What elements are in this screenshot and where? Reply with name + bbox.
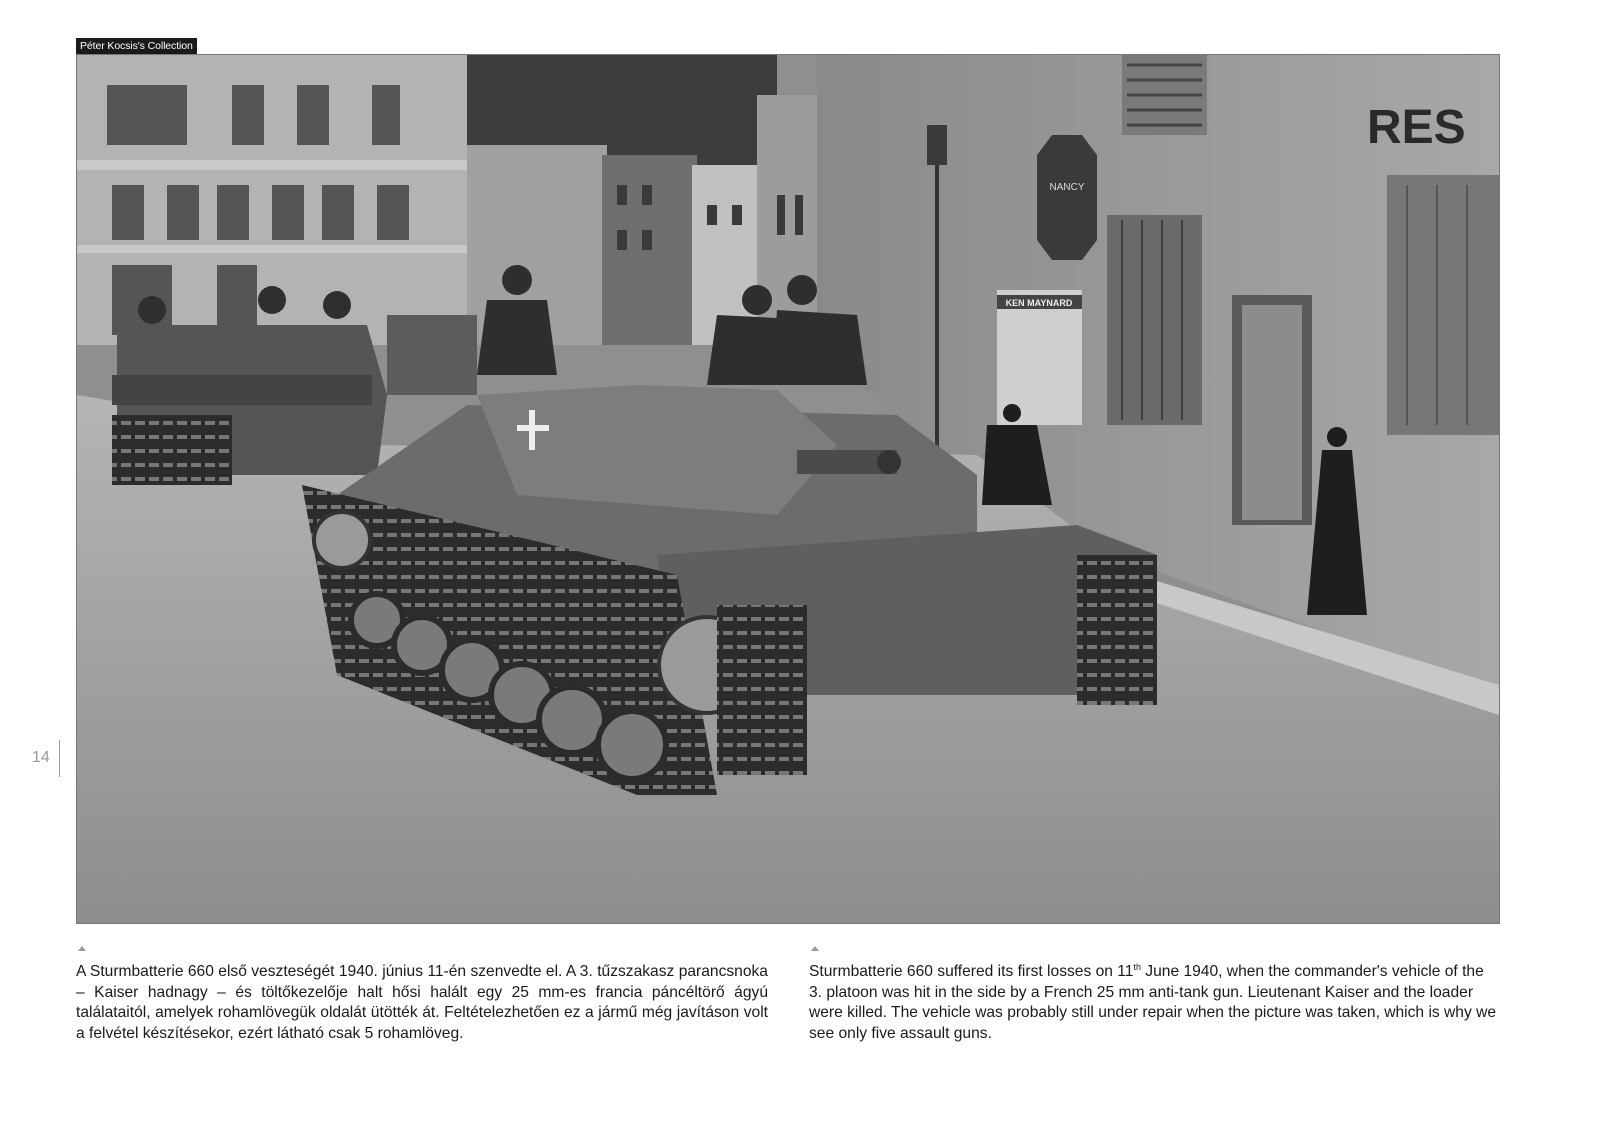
historical-photo [76,54,1500,924]
caption-english-superscript: th [1133,961,1141,972]
poster-text: KEN MAYNARD [1005,298,1073,308]
shop-sign-text: RES [1367,101,1466,154]
caption-english-part2: June 1940, when the commander's vehicle of the 3. platoon was hit in the side by a French 25 mm anti-tank gun. Lieutenant Kaiser and the loader were killed. The vehicle was probably still under repair when the picture was taken, which is why we see only five assault guns. [809,963,1497,1042]
road-sign-text: NANCY [1049,182,1085,193]
caption-english-part1: Sturmbatterie 660 suffered its first losses on 11 [809,963,1134,980]
page-number: 14 [32,749,50,766]
page-number-rule [59,740,60,777]
caption-hungarian: A Sturmbatterie 660 első veszteségét 1940. június 11-én szenvedte el. A 3. tűzszakasz parancsnoka – Kaiser hadnagy – és töltőkezelője halt hősi halált egy 25 mm-es francia páncéltörő ágyú találataitól, amelyek rohamlövegük oldalát ütötték át. Feltételezhetően ez a jármű még javításon volt a felvétel készítésekor, ezért látható csak 5 rohamlöveg. [76,963,768,1042]
caption-english [809,962,1501,1044]
photo-credit: Péter Kocsis's Collection [76,38,197,54]
caption-marker-en [811,946,819,951]
caption-marker-hu [78,946,86,951]
